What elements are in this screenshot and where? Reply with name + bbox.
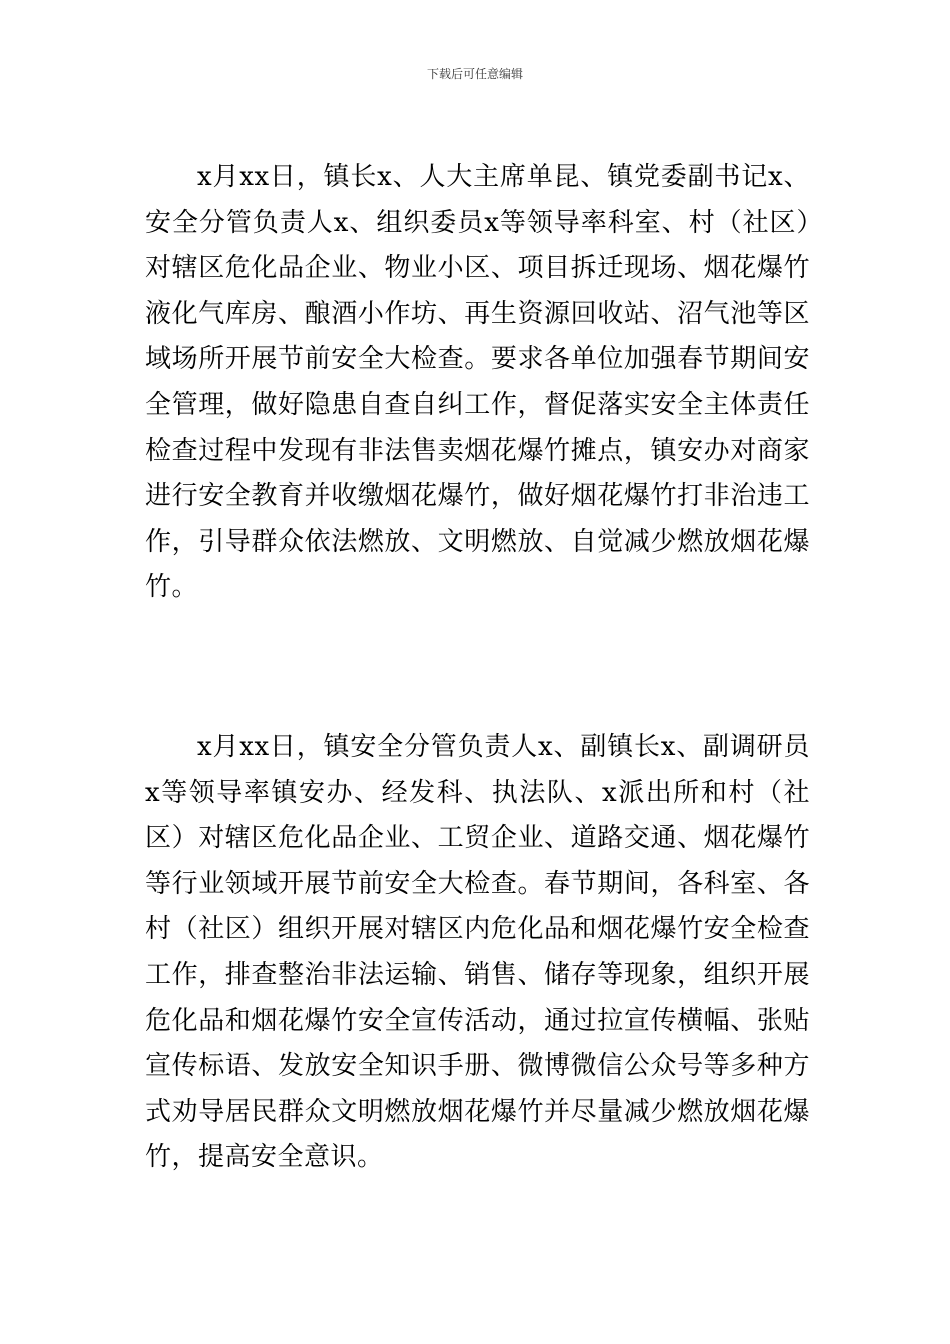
page-header-note: 下载后可任意编辑 xyxy=(426,67,523,81)
body-paragraph-1: x月xx日，镇长x、人大主席单昆、镇党委副书记x、安全分管负责人x、组织委员x等领导率科室、村（社区）对辖区危化品企业、物业小区、项目拆迁现场、烟花爆竹液化气库房、酿酒小作坊、再生资源回收站、沼气池等区域场所开展节前安全大检查。要求各单位加强春节期间安全管理，做好隐患自查自纠工作，督促落实安全主体责任检查过程中发现有非法售卖烟花爆竹摊点，镇安办对商家进行安全教育并收缴烟花爆竹，做好烟花爆竹打非治违工作，引导群众依法燃放、文明燃放、自觉减少燃放烟花爆竹。 xyxy=(145,162,810,603)
body-paragraph-2: x月xx日，镇安全分管负责人x、副镇长x、副调研员x等领导率镇安办、经发科、执法队、x派出所和村（社区）对辖区危化品企业、工贸企业、道路交通、烟花爆竹等行业领域开展节前安全大检查。春节期间，各科室、各村（社区）组织开展对辖区内危化品和烟花爆竹安全检查工作，排查整治非法运输、销售、储存等现象，组织开展危化品和烟花爆竹安全宣传活动，通过拉宣传横幅、张贴宣传标语、发放安全知识手册、微博微信公众号等多种方式劝导居民群众文明燃放烟花爆竹并尽量减少燃放烟花爆竹，提高安全意识。 xyxy=(145,732,810,1173)
